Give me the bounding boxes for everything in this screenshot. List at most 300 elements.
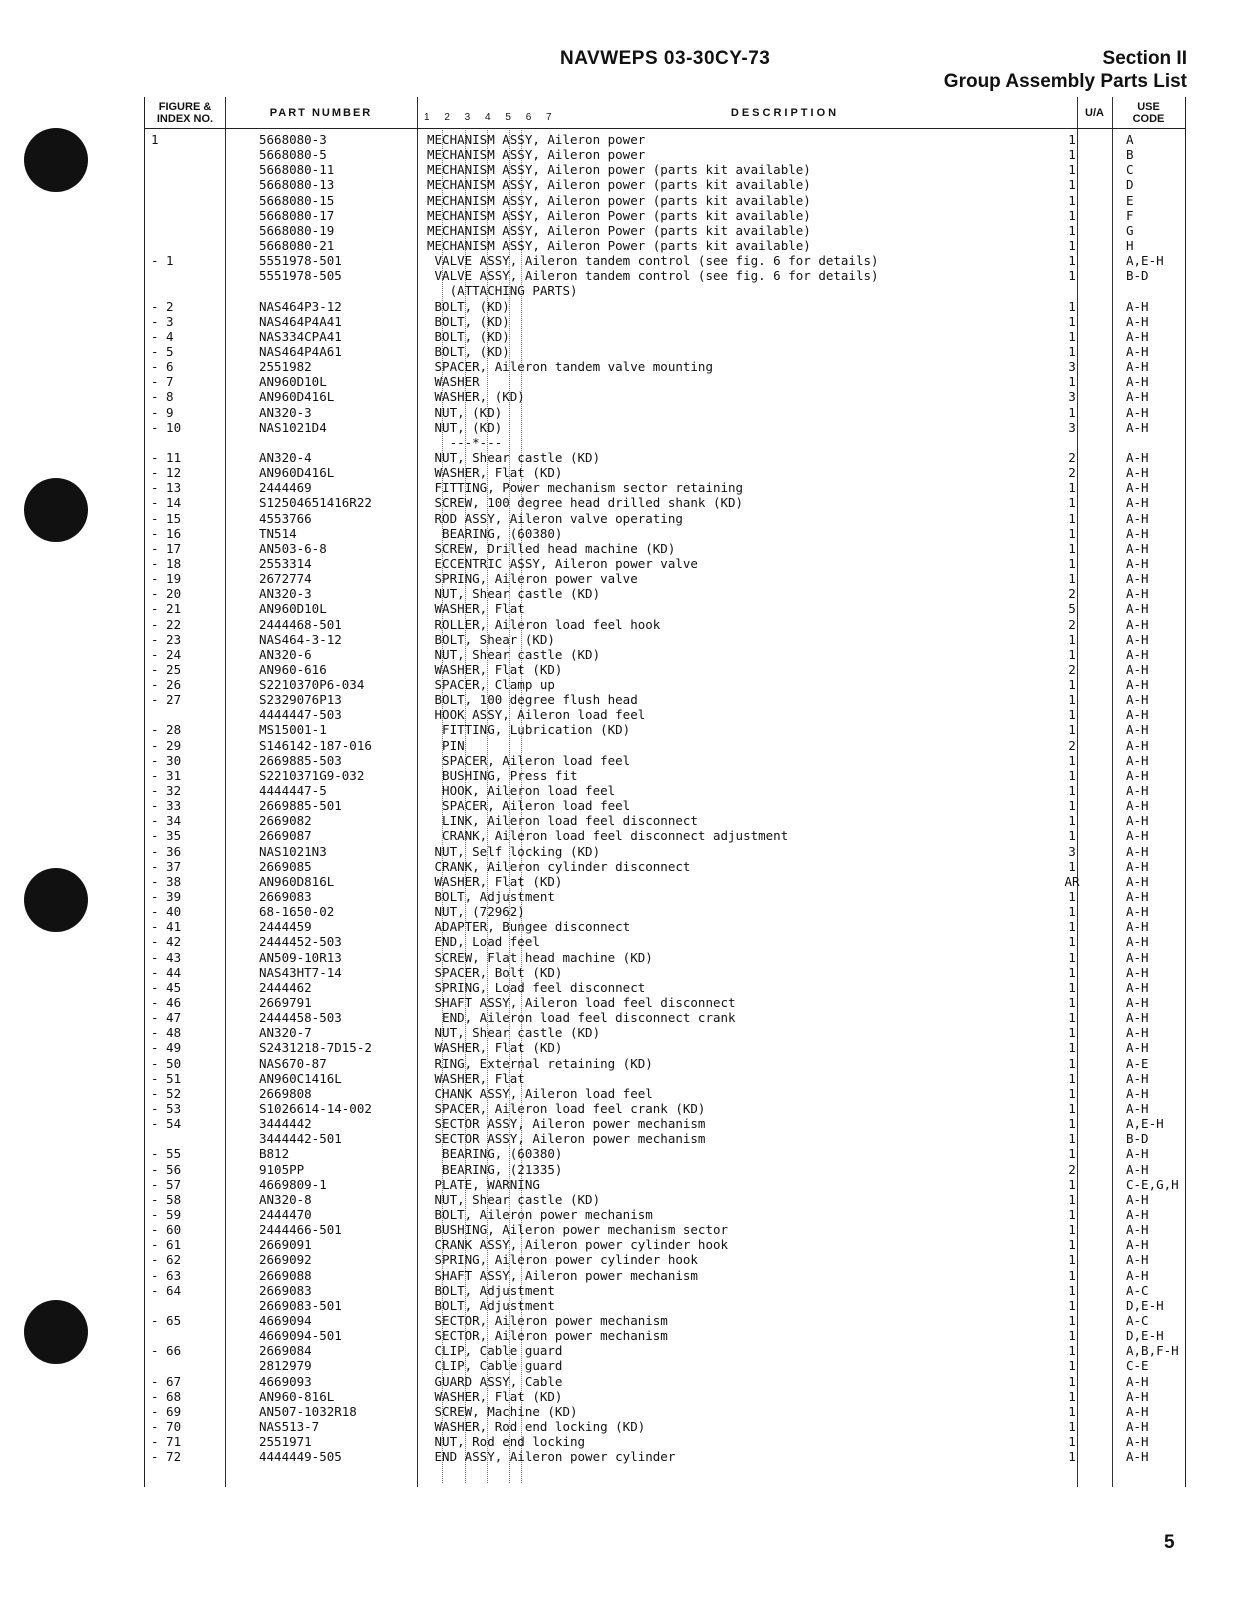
units-per-assy-cell: 3 — [1068, 359, 1076, 375]
units-per-assy-cell: 1 — [1068, 192, 1076, 208]
description-cell: SHAFT ASSY, Aileron power mechanism — [427, 1267, 698, 1283]
units-per-assy-cell: 1 — [1068, 237, 1076, 253]
table-row — [145, 813, 1185, 828]
units-per-assy-cell: 1 — [1068, 540, 1076, 556]
units-per-assy-cell: 1 — [1068, 1131, 1076, 1147]
header-figure-index: FIGURE & INDEX NO. — [156, 100, 214, 125]
use-code-cell: A-H — [1126, 979, 1149, 995]
units-per-assy-cell: 5 — [1068, 601, 1076, 617]
part-number-cell: AN320-8 — [259, 1191, 312, 1207]
description-cell: ROLLER, Aileron load feel hook — [427, 616, 661, 632]
description-cell: BOLT, (KD) — [427, 313, 510, 329]
figure-index-cell: - 14 — [151, 495, 182, 511]
part-number-cell: S1026614-14-002 — [259, 1101, 372, 1116]
figure-index-cell: - 57 — [151, 1176, 182, 1192]
figure-index-cell: - 60 — [151, 1222, 182, 1238]
table-row — [145, 904, 1185, 919]
use-code-cell: A-H — [1126, 510, 1149, 526]
description-cell: MECHANISM ASSY, Aileron power (parts kit available) — [427, 177, 811, 193]
binder-hole — [24, 1300, 88, 1364]
section-subtitle: Group Assembly Parts List — [943, 71, 1187, 92]
figure-index-cell: - 39 — [151, 889, 182, 905]
table-row — [145, 1434, 1185, 1449]
figure-index-cell: - 36 — [151, 843, 182, 859]
description-cell: BOLT, Adjustment — [427, 1297, 555, 1313]
header-part-number: PART NUMBER — [269, 106, 373, 119]
use-code-cell: C — [1126, 162, 1134, 178]
part-number-cell: 5668080-11 — [259, 162, 335, 178]
part-number-cell: 4669094 — [259, 1312, 312, 1328]
figure-index-cell: - 48 — [151, 1025, 182, 1041]
use-code-cell: D,E-H — [1126, 1328, 1164, 1344]
part-number-cell: AN960D10L — [259, 374, 327, 390]
use-code-cell: A-C — [1126, 1312, 1149, 1328]
part-number-cell: NAS670-87 — [259, 1055, 327, 1071]
part-number-cell: NAS464P4A61 — [259, 343, 342, 359]
part-number-cell: NAS1021N3 — [259, 843, 327, 859]
table-row — [145, 495, 1185, 510]
units-per-assy-cell: 1 — [1068, 253, 1076, 269]
part-number-cell: AN507-1032R18 — [259, 1403, 357, 1419]
part-number-cell: S146142-187-016 — [259, 737, 372, 753]
units-per-assy-cell: 1 — [1068, 525, 1076, 541]
table-row — [145, 1328, 1185, 1343]
table-row — [145, 889, 1185, 904]
units-per-assy-cell: 1 — [1068, 995, 1076, 1011]
description-cell: BOLT, Aileron power mechanism — [427, 1206, 653, 1222]
table-row — [145, 859, 1185, 874]
units-per-assy-cell: 1 — [1068, 1040, 1076, 1056]
header-use-code: USE CODE — [1132, 100, 1165, 125]
description-cell: SECTOR ASSY, Aileron power mechanism — [427, 1116, 706, 1132]
part-number-cell: AN960-816L — [259, 1388, 335, 1404]
description-cell: BOLT, Shear (KD) — [427, 631, 555, 647]
description-cell: ADAPTER, Bungee disconnect — [427, 919, 631, 935]
part-number-cell: 2669092 — [259, 1252, 312, 1268]
table-row — [145, 1071, 1185, 1086]
figure-index-cell: - 69 — [151, 1403, 182, 1419]
units-per-assy-cell: 2 — [1068, 586, 1076, 602]
use-code-cell: A-H — [1126, 449, 1149, 465]
description-cell: BEARING, (21335) — [427, 1161, 563, 1177]
part-number-cell: 2669083 — [259, 889, 312, 905]
units-per-assy-cell: 1 — [1068, 374, 1076, 390]
table-row — [145, 1389, 1185, 1404]
table-row — [145, 526, 1185, 541]
description-cell: CRANK, Aileron cylinder disconnect — [427, 858, 691, 874]
table-row — [145, 177, 1185, 192]
part-number-cell: 4669094-501 — [259, 1328, 342, 1344]
units-per-assy-cell: 3 — [1068, 419, 1076, 435]
description-cell: NUT, Rod end locking — [427, 1434, 586, 1450]
description-cell: SPRING, Aileron power cylinder hook — [427, 1252, 698, 1268]
units-per-assy-cell: 1 — [1068, 1388, 1076, 1404]
units-per-assy-cell: 1 — [1068, 889, 1076, 905]
description-cell: CRANK, Aileron load feel disconnect adjustment — [427, 828, 789, 844]
use-code-cell: A-H — [1126, 813, 1149, 829]
table-row — [145, 1237, 1185, 1252]
description-cell: LINK, Aileron load feel disconnect — [427, 813, 698, 829]
description-cell: SPACER, Aileron load feel — [427, 798, 631, 814]
table-row — [145, 1131, 1185, 1146]
description-cell: SECTOR, Aileron power mechanism — [427, 1312, 668, 1328]
part-number-cell: S2210370P6-034 — [259, 677, 365, 693]
figure-index-cell: - 66 — [151, 1343, 182, 1359]
figure-index-cell: - 9 — [151, 404, 174, 420]
units-per-assy-cell: 1 — [1068, 722, 1076, 738]
use-code-cell: A-H — [1126, 601, 1149, 617]
figure-index-cell: - 44 — [151, 964, 182, 980]
use-code-cell: A-H — [1126, 389, 1149, 405]
description-cell: MECHANISM ASSY, Aileron power (parts kit available) — [427, 192, 811, 208]
use-code-cell: A-H — [1126, 328, 1149, 344]
units-per-assy-cell: 3 — [1068, 389, 1076, 405]
units-per-assy-cell: 1 — [1068, 919, 1076, 935]
table-row — [145, 1177, 1185, 1192]
description-cell: NUT, (KD) — [427, 419, 503, 435]
table-row — [145, 1086, 1185, 1101]
table-row — [145, 1025, 1185, 1040]
part-number-cell: 2669082 — [259, 813, 312, 829]
table-row — [145, 193, 1185, 208]
units-per-assy-cell: 1 — [1068, 1434, 1076, 1450]
use-code-cell: A-H — [1126, 465, 1149, 481]
use-code-cell: B — [1126, 147, 1134, 163]
description-cell: BUSHING, Press fit — [427, 767, 578, 783]
units-per-assy-cell: 1 — [1068, 934, 1076, 950]
table-row — [145, 420, 1185, 435]
figure-index-cell: 1 — [151, 132, 159, 147]
use-code-cell: A-H — [1126, 525, 1149, 541]
part-number-cell: 2444468-501 — [259, 616, 342, 632]
use-code-cell: F — [1126, 207, 1134, 223]
description-cell: SPACER, Aileron load feel — [427, 752, 631, 768]
part-number-cell: AN960D416L — [259, 465, 335, 481]
figure-index-cell: - 19 — [151, 571, 182, 587]
figure-index-cell: - 37 — [151, 858, 182, 874]
figure-index-cell: - 46 — [151, 995, 182, 1011]
description-cell: SCREW, Flat head machine (KD) — [427, 949, 653, 965]
table-row — [145, 405, 1185, 420]
figure-index-cell: - 32 — [151, 783, 182, 799]
section-label: Section II — [1102, 48, 1187, 69]
description-cell: WASHER, (KD) — [427, 389, 525, 405]
use-code-cell: A-H — [1126, 404, 1149, 420]
description-cell: SPACER, Bolt (KD) — [427, 964, 563, 980]
figure-index-cell: - 71 — [151, 1434, 182, 1450]
use-code-cell: D — [1126, 177, 1134, 193]
description-cell: SECTOR, Aileron power mechanism — [427, 1328, 668, 1344]
part-number-cell: AN320-7 — [259, 1025, 312, 1041]
figure-index-cell: - 7 — [151, 374, 174, 390]
part-number-cell: 2669088 — [259, 1267, 312, 1283]
table-row — [145, 1010, 1185, 1025]
figure-index-cell: - 40 — [151, 904, 182, 920]
figure-index-cell: - 61 — [151, 1237, 182, 1253]
figure-index-cell: - 64 — [151, 1282, 182, 1298]
table-row — [145, 1252, 1185, 1267]
description-cell: VALVE ASSY, Aileron tandem control (see fig. 6 for details) — [427, 253, 879, 269]
use-code-cell: A-H — [1126, 934, 1149, 950]
description-cell: WASHER, Flat (KD) — [427, 465, 563, 481]
units-per-assy-cell: 1 — [1068, 964, 1076, 980]
use-code-cell: A-H — [1126, 737, 1149, 753]
description-cell: NUT, Shear castle (KD) — [427, 449, 601, 465]
use-code-cell: A-H — [1126, 1237, 1149, 1253]
description-cell: SCREW, Machine (KD) — [427, 1403, 578, 1419]
use-code-cell: A-H — [1126, 571, 1149, 587]
figure-index-cell: - 12 — [151, 465, 182, 481]
description-cell: SPRING, Load feel disconnect — [427, 979, 646, 995]
use-code-cell: A-H — [1126, 1085, 1149, 1101]
figure-index-cell: - 25 — [151, 661, 182, 677]
figure-index-cell: - 65 — [151, 1312, 182, 1328]
table-row — [145, 223, 1185, 238]
units-per-assy-cell: 1 — [1068, 1358, 1076, 1374]
part-number-cell: 2444469 — [259, 480, 312, 496]
figure-index-cell: - 27 — [151, 692, 182, 708]
description-cell: MECHANISM ASSY, Aileron power (parts kit available) — [427, 162, 811, 178]
units-per-assy-cell: 1 — [1068, 1252, 1076, 1268]
description-cell: ROD ASSY, Aileron valve operating — [427, 510, 683, 526]
table-row — [145, 738, 1185, 753]
table-row — [145, 1268, 1185, 1283]
use-code-cell: A-H — [1126, 313, 1149, 329]
description-cell: CLIP, Cable guard — [427, 1343, 563, 1359]
part-number-cell: 2669083 — [259, 1282, 312, 1298]
part-number-cell: AN320-3 — [259, 404, 312, 420]
part-number-cell: NAS513-7 — [259, 1418, 320, 1434]
description-cell: FITTING, Power mechanism sector retaining — [427, 480, 744, 496]
figure-index-cell: - 16 — [151, 525, 182, 541]
description-cell: ECCENTRIC ASSY, Aileron power valve — [427, 555, 698, 571]
figure-index-cell: - 33 — [151, 798, 182, 814]
table-row — [145, 344, 1185, 359]
description-cell: WASHER, Flat — [427, 601, 525, 617]
use-code-cell: A-H — [1126, 646, 1149, 662]
description-cell: NUT, Shear castle (KD) — [427, 1191, 601, 1207]
units-per-assy-cell: 1 — [1068, 1206, 1076, 1222]
units-per-assy-cell: 1 — [1068, 979, 1076, 995]
binder-hole — [24, 868, 88, 932]
part-number-cell: 2444470 — [259, 1206, 312, 1222]
units-per-assy-cell: 1 — [1068, 328, 1076, 344]
use-code-cell: A-H — [1126, 419, 1149, 435]
units-per-assy-cell: 1 — [1068, 904, 1076, 920]
use-code-cell: A — [1126, 132, 1134, 147]
units-per-assy-cell: 1 — [1068, 313, 1076, 329]
description-cell: WASHER — [427, 374, 480, 390]
use-code-cell: A-H — [1126, 555, 1149, 571]
figure-index-cell: - 5 — [151, 343, 174, 359]
use-code-cell: A-H — [1126, 1403, 1149, 1419]
table-row — [145, 556, 1185, 571]
use-code-cell: A-H — [1126, 359, 1149, 375]
use-code-cell: A-H — [1126, 298, 1149, 314]
part-number-cell: 2669885-501 — [259, 798, 342, 814]
description-cell: CLIP, Cable guard — [427, 1358, 563, 1374]
part-number-cell: 5668080-15 — [259, 192, 335, 208]
units-per-assy-cell: 1 — [1068, 1025, 1076, 1041]
description-cell: GUARD ASSY, Cable — [427, 1373, 563, 1389]
figure-index-cell: - 45 — [151, 979, 182, 995]
use-code-cell: H — [1126, 237, 1134, 253]
units-per-assy-cell: 1 — [1068, 1116, 1076, 1132]
part-number-cell: 2669091 — [259, 1237, 312, 1253]
description-cell: NUT, Shear castle (KD) — [427, 586, 601, 602]
part-number-cell: TN514 — [259, 525, 297, 541]
part-number-cell: 4669809-1 — [259, 1176, 327, 1192]
figure-index-cell: - 52 — [151, 1085, 182, 1101]
part-number-cell: 5668080-19 — [259, 222, 335, 238]
figure-index-cell: - 22 — [151, 616, 182, 632]
figure-index-cell: - 67 — [151, 1373, 182, 1389]
use-code-cell: A-E — [1126, 1055, 1149, 1071]
description-cell: SPACER, Aileron load feel crank (KD) — [427, 1101, 706, 1116]
units-per-assy-cell: 1 — [1068, 813, 1076, 829]
use-code-cell: A,B,F-H — [1126, 1343, 1179, 1359]
description-cell: NUT, (KD) — [427, 404, 503, 420]
units-per-assy-cell: 1 — [1068, 162, 1076, 178]
use-code-cell: A-H — [1126, 677, 1149, 693]
units-per-assy-cell: 1 — [1068, 404, 1076, 420]
table-row — [145, 632, 1185, 647]
part-number-cell: 2812979 — [259, 1358, 312, 1374]
table-row — [145, 844, 1185, 859]
figure-index-cell: - 53 — [151, 1101, 182, 1116]
description-cell: NUT, (72962) — [427, 904, 525, 920]
use-code-cell: A,E-H — [1126, 253, 1164, 269]
description-cell: WASHER, Flat — [427, 1070, 525, 1086]
table-row — [145, 1298, 1185, 1313]
part-number-cell: 5668080-13 — [259, 177, 335, 193]
figure-index-cell: - 30 — [151, 752, 182, 768]
part-number-cell: AN960C1416L — [259, 1070, 342, 1086]
figure-index-cell: - 3 — [151, 313, 174, 329]
description-cell: VALVE ASSY, Aileron tandem control (see fig. 6 for details) — [427, 268, 879, 284]
figure-index-cell: - 23 — [151, 631, 182, 647]
use-code-cell: A-H — [1126, 1373, 1149, 1389]
description-cell: BOLT, (KD) — [427, 343, 510, 359]
use-code-cell: A-H — [1126, 919, 1149, 935]
description-cell: PIN — [427, 737, 465, 753]
figure-index-cell: - 42 — [151, 934, 182, 950]
units-per-assy-cell: 1 — [1068, 495, 1076, 511]
units-per-assy-cell: 1 — [1068, 1312, 1076, 1328]
use-code-cell: A-H — [1126, 843, 1149, 859]
description-cell: BOLT, (KD) — [427, 298, 510, 314]
table-row — [145, 1374, 1185, 1389]
figure-index-cell: - 51 — [151, 1070, 182, 1086]
figure-index-cell: - 38 — [151, 873, 182, 889]
part-number-cell: S2210371G9-032 — [259, 767, 365, 783]
table-row — [145, 480, 1185, 495]
use-code-cell: A-H — [1126, 722, 1149, 738]
part-number-cell: S2329076P13 — [259, 692, 342, 708]
units-per-assy-cell: 1 — [1068, 677, 1076, 693]
part-number-cell: S2431218-7D15-2 — [259, 1040, 372, 1056]
use-code-cell: A-H — [1126, 858, 1149, 874]
figure-index-cell: - 72 — [151, 1449, 182, 1465]
description-cell: SPACER, Clamp up — [427, 677, 555, 693]
figure-index-cell: - 58 — [151, 1191, 182, 1207]
table-row — [145, 1222, 1185, 1237]
part-number-cell: 3444442 — [259, 1116, 312, 1132]
use-code-cell: A-H — [1126, 1040, 1149, 1056]
use-code-cell: B-D — [1126, 1131, 1149, 1147]
units-per-assy-cell: 2 — [1068, 661, 1076, 677]
table-body — [145, 132, 1185, 1464]
part-number-cell: 68-1650-02 — [259, 904, 335, 920]
units-per-assy-cell: 1 — [1068, 343, 1076, 359]
units-per-assy-cell: 1 — [1068, 268, 1076, 284]
part-number-cell: 2669083-501 — [259, 1297, 342, 1313]
use-code-cell: A-H — [1126, 631, 1149, 647]
document-title: NAVWEPS 03-30CY-73 — [560, 48, 771, 69]
units-per-assy-cell: 1 — [1068, 707, 1076, 723]
units-per-assy-cell: 2 — [1068, 465, 1076, 481]
units-per-assy-cell: 1 — [1068, 177, 1076, 193]
use-code-cell: A-H — [1126, 995, 1149, 1011]
units-per-assy-cell: 1 — [1068, 1403, 1076, 1419]
table-row — [145, 511, 1185, 526]
units-per-assy-cell: 1 — [1068, 1222, 1076, 1238]
use-code-cell: G — [1126, 222, 1134, 238]
description-cell: SECTOR ASSY, Aileron power mechanism — [427, 1131, 706, 1147]
description-cell: MECHANISM ASSY, Aileron Power (parts kit available) — [427, 207, 811, 223]
units-per-assy-cell: 1 — [1068, 1343, 1076, 1359]
use-code-cell: A-H — [1126, 1025, 1149, 1041]
description-cell: (ATTACHING PARTS) — [427, 283, 578, 299]
use-code-cell: A-H — [1126, 1418, 1149, 1434]
binder-hole — [24, 128, 88, 192]
table-row — [145, 647, 1185, 662]
units-per-assy-cell: 1 — [1068, 798, 1076, 814]
part-number-cell: 9105PP — [259, 1161, 305, 1177]
description-cell: SCREW, 100 degree head drilled shank (KD) — [427, 495, 744, 511]
units-per-assy-cell: 1 — [1068, 692, 1076, 708]
figure-index-cell: - 6 — [151, 359, 174, 375]
units-per-assy-cell: 1 — [1068, 767, 1076, 783]
table-row — [145, 268, 1185, 283]
figure-index-cell: - 10 — [151, 419, 182, 435]
part-number-cell: NAS464P4A41 — [259, 313, 342, 329]
figure-index-cell: - 70 — [151, 1418, 182, 1434]
units-per-assy-cell: 2 — [1068, 449, 1076, 465]
units-per-assy-cell: 1 — [1068, 480, 1076, 496]
units-per-assy-cell: 1 — [1068, 510, 1076, 526]
use-code-cell: A-H — [1126, 873, 1149, 889]
description-cell: SHAFT ASSY, Aileron load feel disconnect — [427, 995, 736, 1011]
figure-index-cell: - 50 — [151, 1055, 182, 1071]
part-number-cell: 2551982 — [259, 359, 312, 375]
table-row — [145, 828, 1185, 843]
table-row — [145, 995, 1185, 1010]
figure-index-cell: - 55 — [151, 1146, 182, 1162]
units-per-assy-cell: 1 — [1068, 1070, 1076, 1086]
figure-index-cell: - 1 — [151, 253, 174, 269]
part-number-cell: NAS464-3-12 — [259, 631, 342, 647]
table-row — [145, 798, 1185, 813]
part-number-cell: NAS334CPA41 — [259, 328, 342, 344]
units-per-assy-cell: 1 — [1068, 1101, 1076, 1116]
units-per-assy-cell: 1 — [1068, 646, 1076, 662]
description-cell: ---*--- — [427, 434, 503, 450]
figure-index-cell: - 34 — [151, 813, 182, 829]
use-code-cell: E — [1126, 192, 1134, 208]
units-per-assy-cell: 1 — [1068, 571, 1076, 587]
units-per-assy-cell: 1 — [1068, 1085, 1076, 1101]
